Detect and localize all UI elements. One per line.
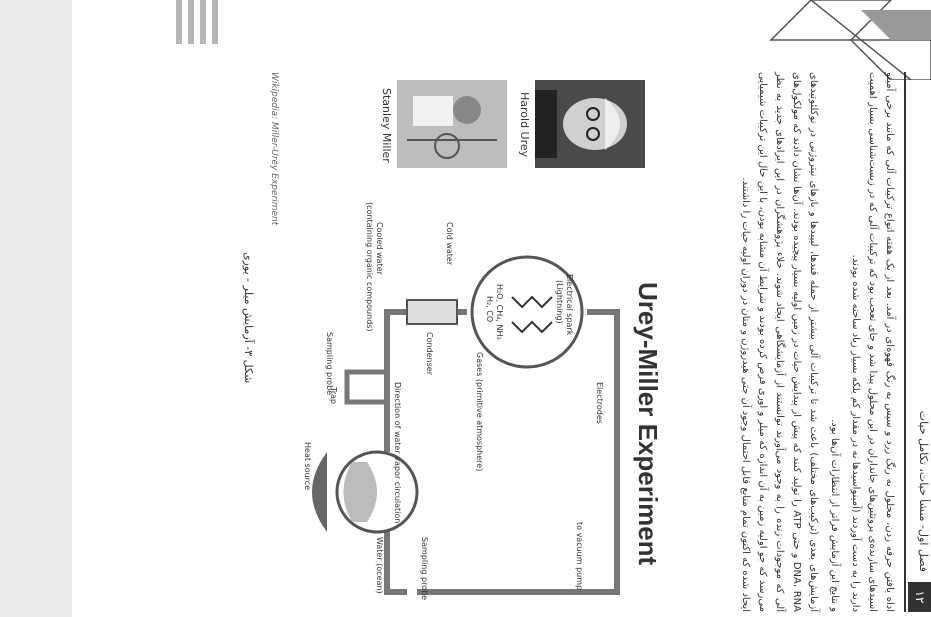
label-gases-2: H₂, CO xyxy=(485,296,494,323)
label-cooled-water: Cooled water xyxy=(375,222,384,275)
photo-label-miller: Stanley Miller xyxy=(380,88,393,163)
photo-label-urey: Harold Urey xyxy=(518,92,531,158)
figure-credit: Wikipedia: Miller-Urey Experiment xyxy=(269,72,279,226)
label-direction: Direction of water vapor circulation xyxy=(393,382,402,524)
label-electrodes: Electrodes xyxy=(595,382,604,424)
figure-title: Urey-Miller Experiment xyxy=(633,282,663,566)
label-sampling-probe-2: Sampling probe xyxy=(420,537,429,601)
label-spark: Electrical spark xyxy=(565,274,574,336)
photo-harold-urey xyxy=(535,80,645,168)
label-cold-water: Cold water xyxy=(445,222,454,266)
label-trap: Trap xyxy=(329,387,338,404)
label-lightning: (Lightning) xyxy=(555,280,564,324)
label-water: Water (ocean) xyxy=(375,537,384,594)
page-number: ۱۲ xyxy=(908,582,931,612)
chapter-title: فصل اول- منشأ حیات، تکامل حیات xyxy=(917,410,930,572)
figure xyxy=(227,72,667,612)
label-cooled-water-2: (containing organic compounds) xyxy=(365,202,374,332)
rotated-content xyxy=(242,72,931,612)
paragraph: اداه یافتن جرقه زدن، محلول به رنگ زرد و سپس به رنگ قهوه‌ای در آمد. بعد از یک هفته انواع ترکیبات آلی که مانند برخی آمینو اسیدهای سازنده‌ی پروتئین‌های جانداران در این محلول پیدا شد و جای تعجب بود که ترکیبات آلی که در زیست‌شناسی بسیار اهمیت دارند را به دست آوردند (آمینواسیدها نه در مقدار کم بلکه بسیار زیاد ساخته شده بودند. xyxy=(850,72,895,612)
paragraph: و نتایج این آزمایش فراتر از انتظارات آن‌ها بود. xyxy=(829,419,840,612)
book-page xyxy=(72,0,931,617)
page-header xyxy=(904,72,931,612)
decorative-bars xyxy=(176,0,220,44)
photo-stanley-miller xyxy=(397,80,507,168)
corner-decoration xyxy=(751,0,931,80)
label-heat: Heat source xyxy=(303,442,312,491)
apparatus-diagram xyxy=(297,192,627,612)
label-sampling-probe: Sampling probe xyxy=(325,332,334,396)
paragraph: آزمایش‌های بعدی (ترکیب‌های مختلف) باعث شد تا ترکیبات آلی بیشتر از جمله قندها، لیپیدها و بازهای نیتروژنی در نوکلئوتیدهای DNA، RNA و حتی ATP را تولید کنند که پیش از پیدایش حیات در زمین اولیه بسیار پیچیده بودند. آن‌ها نشان دادند که مولکول‌های آلی که موجودات زنده را به وجود می‌آورند توانستند از آزمایشگاهی ایجاد شوند. خلاء پژوهشگران در این ایرادهای جدید به نظر می‌رسد که جو اولیه زمین به آن اندازه که میلر و اوری فرض کرده بودند و شرایط آن مشابه بودن، با این حال این ترکیبات شیمیایی ایجاد شده که اکنون تمام منابع قابل احتمال وجود آن حتی هیدروژن و متان در دوران اولیه حیات را داشتند. xyxy=(740,72,819,612)
label-condenser: Condenser xyxy=(425,332,434,375)
label-to-vacuum: to vacuum pump xyxy=(575,522,584,591)
figure-caption: شکل ۳- آزمایش میلر - یوری xyxy=(242,252,255,384)
label-gases-1: H₂O, CH₄, NH₃ xyxy=(495,284,504,340)
label-gases-caption: Gases (primitive atmosphere) xyxy=(475,352,484,472)
body-text xyxy=(733,72,898,612)
